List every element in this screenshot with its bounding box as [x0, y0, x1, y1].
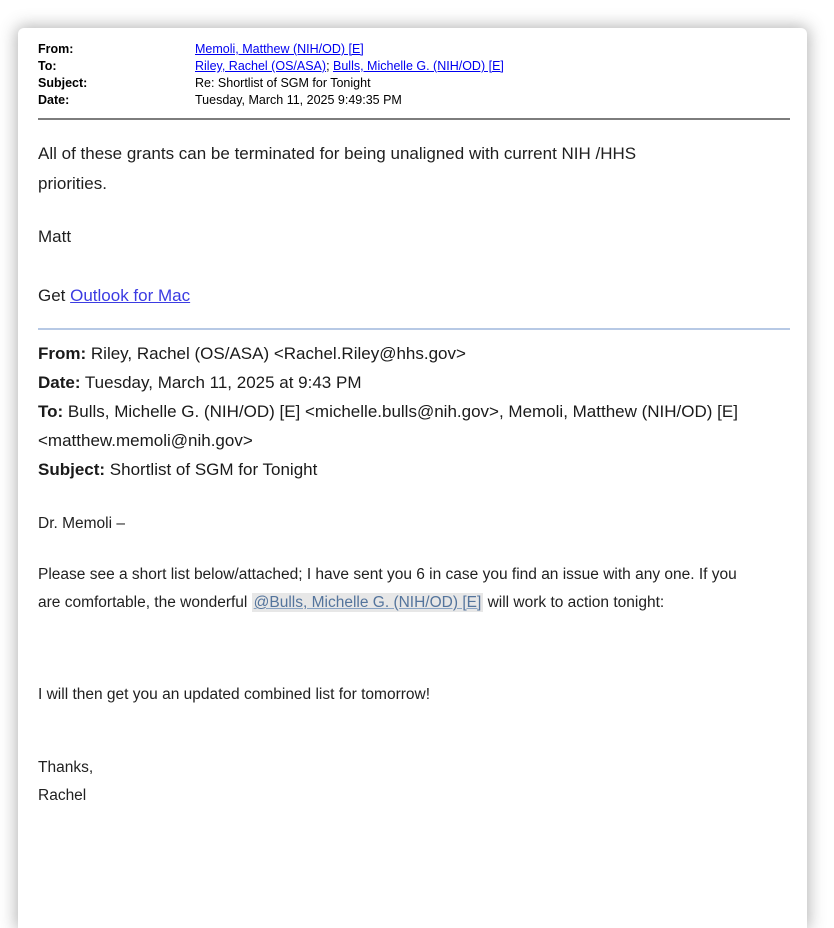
date-value: Tuesday, March 11, 2025 9:49:35 PM	[195, 93, 402, 107]
to-recipient-link-2[interactable]: Bulls, Michelle G. (NIH/OD) [E]	[333, 59, 504, 73]
quoted-paragraph-1	[38, 561, 790, 617]
email-page	[18, 28, 807, 928]
quoted-date-label: Date:	[38, 373, 81, 392]
subject-label: Subject:	[38, 76, 88, 90]
header-row-from	[38, 41, 790, 58]
header-divider	[38, 118, 790, 120]
email-header-block	[38, 41, 790, 109]
quoted-to-line	[38, 397, 743, 455]
from-sender-link[interactable]: Memoli, Matthew (NIH/OD) [E]	[195, 42, 364, 56]
header-row-subject	[38, 75, 790, 92]
quoted-closing	[38, 754, 790, 810]
reply-signature: Matt	[38, 227, 72, 246]
outlook-for-mac-link[interactable]: Outlook for Mac	[70, 286, 191, 305]
to-separator: ;	[326, 59, 334, 73]
quoted-p1-line2-suffix: will work to action tonight:	[483, 594, 665, 611]
quoted-subject-line	[38, 455, 743, 484]
quoted-message-divider	[38, 328, 790, 330]
quoted-body	[38, 510, 790, 810]
quoted-to-value: Bulls, Michelle G. (NIH/OD) [E] <michelle.bulls@nih.gov>, Memoli, Matthew (NIH/OD) [E] <matthew.memoli@nih.gov>	[38, 402, 738, 450]
quoted-date-line	[38, 368, 743, 397]
quoted-p1-line-1: Please see a short list below/attached; I have sent you 6 in case you find an issue with any one. If you	[38, 566, 737, 583]
email-content	[18, 28, 807, 810]
reply-line-2: priorities.	[38, 174, 107, 193]
from-value	[195, 41, 364, 58]
quoted-from-line	[38, 339, 743, 368]
quoted-to-label: To:	[38, 402, 64, 421]
subject-value: Re: Shortlist of SGM for Tonight	[195, 76, 371, 90]
to-label: To:	[38, 59, 57, 73]
quoted-from-value: Riley, Rachel (OS/ASA) <Rachel.Riley@hhs.gov>	[86, 344, 466, 363]
reply-paragraph	[38, 139, 790, 199]
outlook-prefix: Get	[38, 286, 71, 305]
quoted-subject-label: Subject:	[38, 460, 106, 479]
quoted-salutation: Dr. Memoli –	[38, 515, 125, 532]
quoted-thanks: Thanks,	[38, 759, 94, 776]
outlook-promo-line	[38, 281, 790, 311]
quoted-from-label: From:	[38, 344, 87, 363]
reply-line-1: All of these grants can be terminated for being unaligned with current NIH /HHS	[38, 144, 637, 163]
header-row-to	[38, 58, 790, 75]
bulls-mention-link[interactable]: @Bulls, Michelle G. (NIH/OD) [E]	[253, 594, 482, 611]
date-label: Date:	[38, 93, 70, 107]
quoted-p1-line-2	[38, 589, 790, 617]
quoted-date-value: Tuesday, March 11, 2025 at 9:43 PM	[80, 373, 362, 392]
header-row-date	[38, 92, 790, 109]
to-recipient-link-1[interactable]: Riley, Rachel (OS/ASA)	[195, 59, 327, 73]
reply-body	[38, 139, 790, 311]
quoted-p1-line2-prefix: are comfortable, the wonderful	[38, 594, 252, 611]
quoted-paragraph-2: I will then get you an updated combined list for tomorrow!	[38, 686, 431, 703]
quoted-signature: Rachel	[38, 787, 87, 804]
from-label: From:	[38, 42, 74, 56]
quoted-header-block	[38, 339, 743, 484]
to-value	[195, 58, 504, 75]
quoted-subject-value: Shortlist of SGM for Tonight	[105, 460, 318, 479]
